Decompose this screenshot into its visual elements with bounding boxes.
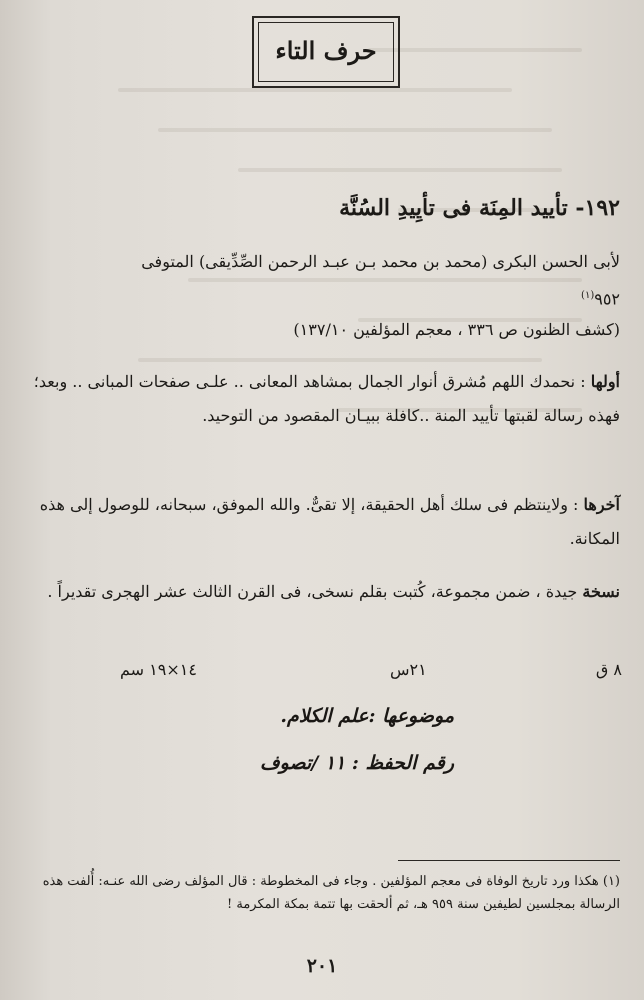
- chapter-heading-box: [252, 16, 400, 88]
- opening-paragraph: [30, 365, 620, 433]
- copy-text: جيدة ، ضمن مجموعة، كُتبت بقلم نسخى، فى القرن الثالث عشر الهجرى تقديراً .: [47, 582, 583, 601]
- opening-text: : نحمدك اللهم مُشرق أنوار الجمال بمشاهد المعانى .. علـى صفحات المبانى .. وبعد؛ فهذه رسالة لقبتها تأييد المنة ..كافلة ببيـان المقصود من التوحيد.: [33, 372, 620, 425]
- copy-paragraph: [30, 575, 620, 609]
- death-year-value: ٩٥٢: [594, 289, 620, 309]
- folio-count: ٨ ق: [595, 660, 622, 679]
- ending-paragraph: [30, 488, 620, 556]
- opening-label: أولها: [590, 372, 620, 391]
- copy-label: نسخة: [582, 582, 620, 601]
- chapter-heading: حرف التاء: [275, 36, 377, 65]
- ending-text: : ولاينتظم فى سلك أهل الحقيقة، إلا تقىٌّ. والله الموفق، سبحانه، للوصول إلى هذه المكانة.: [39, 495, 620, 548]
- dimensions: ١٤×١٩ سم: [120, 660, 197, 679]
- handwritten-subject: موضوعها :علم الكلام.: [280, 705, 454, 727]
- death-year: [30, 279, 620, 316]
- footnote-marker: (١): [581, 290, 595, 301]
- bibliographic-reference: (كشف الظنون ص ٣٣٦ ، معجم المؤلفين ١٣٧/١٠): [293, 320, 620, 339]
- author-line: [30, 245, 620, 316]
- handwritten-shelf-number: رقم الحفظ : ١١ /تصوف: [259, 752, 454, 774]
- line-count: ٢١س: [390, 660, 427, 679]
- footnote: (١) هكذا ورد تاريخ الوفاة فى معجم المؤلفين . وجاء فى المخطوطة : قال المؤلف رضى الله عنـه: أُلفت هذه الرسالة بمجلسين لطيفين سنة ٩٥٩ هـ، ثم ألحقت بها تتمة بمكة المكرمة !: [42, 874, 620, 912]
- footnote-divider: [398, 860, 620, 861]
- entry-title: ١٩٢- تأييد المِنَة فى تأيِيدِ السُنَّة: [339, 195, 620, 221]
- author-text: لأبى الحسن البكرى (محمد بن محمد بـن عبـد الرحمن الصِّدِّيقى) المتوفى: [141, 252, 620, 271]
- page-number: ٢٠١: [306, 955, 338, 977]
- ending-label: آخرها: [583, 495, 620, 514]
